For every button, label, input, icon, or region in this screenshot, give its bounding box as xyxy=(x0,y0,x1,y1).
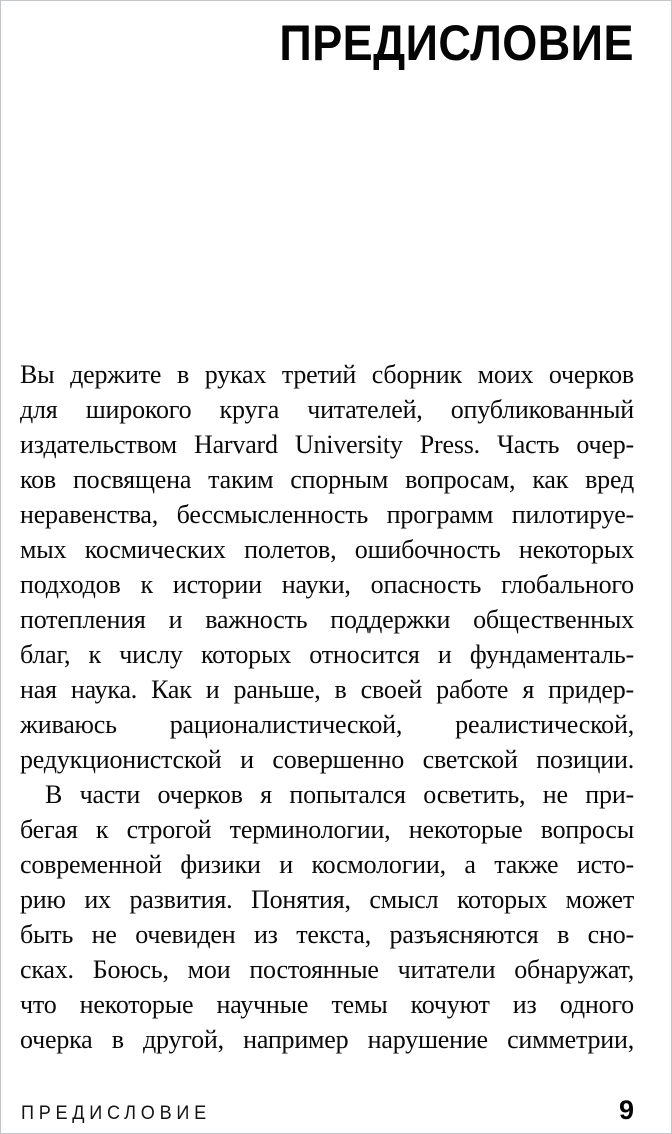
chapter-title: ПРЕДИСЛОВИЕ xyxy=(279,15,634,71)
text-line: благ, к числу которых относится и фундаменталь- xyxy=(20,640,634,669)
text-line: для широкого круга читателей, опубликованный xyxy=(20,395,634,424)
running-footer-label: ПРЕДИСЛОВИЕ xyxy=(21,1103,211,1124)
body-text xyxy=(20,357,634,1057)
text-line: бегая к строгой терминологии, некоторые вопросы xyxy=(20,815,634,844)
text-line: быть не очевиден из текста, разъясняются в сно- xyxy=(20,920,634,949)
text-line: современной физики и космологии, а также исто- xyxy=(20,850,634,879)
text-line: Вы держите в руках третий сборник моих очерков xyxy=(20,360,634,389)
text-line: сках. Боюсь, мои постоянные читатели обнаружат, xyxy=(20,955,634,984)
paragraph xyxy=(20,357,634,777)
paragraph xyxy=(20,777,634,1057)
text-line: живаюсь рационалистической, реалистической, xyxy=(20,710,634,739)
text-line: потепления и важность поддержки общественных xyxy=(20,605,634,634)
text-line: рию их развития. Понятия, смысл которых может xyxy=(20,885,634,914)
text-line: неравенства, бессмысленность программ пилотируе- xyxy=(20,500,634,529)
page-footer xyxy=(21,1097,634,1124)
page-number: 9 xyxy=(618,1095,634,1125)
text-line: редукционистской и совершенно светской позиции. xyxy=(20,745,634,774)
text-line: В части очерков я попытался осветить, не при- xyxy=(45,780,634,809)
text-line: издательством Harvard University Press. Часть очер- xyxy=(20,430,634,459)
text-line: подходов к истории науки, опасность глобального xyxy=(20,570,634,599)
text-line: мых космических полетов, ошибочность некоторых xyxy=(20,535,634,564)
text-line: что некоторые научные темы кочуют из одного xyxy=(20,990,634,1019)
text-line: ная наука. Как и раньше, в своей работе я придер- xyxy=(20,675,634,704)
text-line: ков посвящена таким спорным вопросам, как вред xyxy=(20,465,634,494)
text-line: очерка в другой, например нарушение симметрии, xyxy=(20,1025,634,1054)
